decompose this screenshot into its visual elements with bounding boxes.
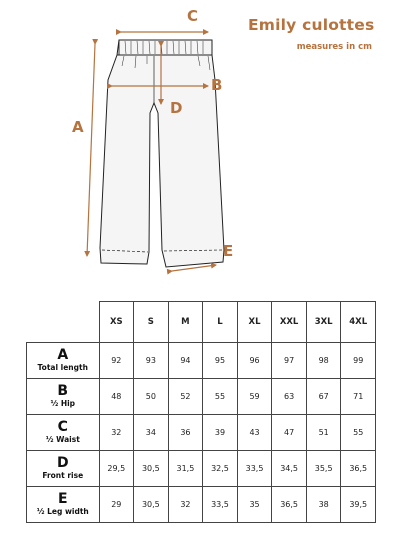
culottes-outline [100, 40, 224, 267]
dimension-label-c: C [187, 7, 199, 25]
row-header-c [27, 415, 100, 451]
measures-unit-note: measures in cm [296, 42, 372, 52]
table-corner-cell [27, 302, 100, 343]
table-cell: 55 [203, 379, 238, 415]
row-header-a [27, 343, 100, 379]
size-header-xxl: XXL [272, 302, 307, 343]
size-header-3xl: 3XL [306, 302, 341, 343]
table-cell: 36 [168, 415, 203, 451]
table-cell: 51 [306, 415, 341, 451]
table-cell: 52 [168, 379, 203, 415]
table-cell: 93 [134, 343, 169, 379]
table-cell: 33,5 [203, 487, 238, 523]
row-letter: C [57, 419, 68, 435]
size-chart-table [26, 301, 376, 523]
table-cell: 50 [134, 379, 169, 415]
table-cell: 36,5 [341, 451, 376, 487]
table-cell: 32,5 [203, 451, 238, 487]
table-cell: 97 [272, 343, 307, 379]
row-letter: D [56, 455, 69, 471]
table-cell: 96 [237, 343, 272, 379]
table-cell: 59 [237, 379, 272, 415]
table-cell: 35 [237, 487, 272, 523]
table-cell: 67 [306, 379, 341, 415]
table-row-total-length [27, 343, 376, 379]
table-cell: 94 [168, 343, 203, 379]
row-letter: E [57, 491, 68, 507]
table-cell: 48 [99, 379, 134, 415]
row-label: ½ Leg width [36, 507, 89, 516]
size-header-m: M [168, 302, 203, 343]
table-cell: 98 [306, 343, 341, 379]
table-cell: 99 [341, 343, 376, 379]
row-label: ½ Waist [45, 435, 80, 444]
row-letter: B [57, 383, 69, 399]
table-cell: 36,5 [272, 487, 307, 523]
size-header-l: L [203, 302, 238, 343]
table-cell: 47 [272, 415, 307, 451]
table-cell: 30,5 [134, 487, 169, 523]
table-cell: 32 [168, 487, 203, 523]
table-cell: 32 [99, 415, 134, 451]
table-cell: 39 [203, 415, 238, 451]
table-cell: 30,5 [134, 451, 169, 487]
dimension-label-d: D [170, 99, 183, 117]
table-cell: 95 [203, 343, 238, 379]
size-header-s: S [134, 302, 169, 343]
row-header-e [27, 487, 100, 523]
row-label: Total length [37, 363, 88, 372]
table-cell: 34,5 [272, 451, 307, 487]
dimension-label-b: B [211, 76, 223, 94]
product-title: Emily culottes [248, 16, 375, 34]
size-header-xl: XL [237, 302, 272, 343]
table-cell: 39,5 [341, 487, 376, 523]
table-cell: 92 [99, 343, 134, 379]
table-cell: 29,5 [99, 451, 134, 487]
row-header-d [27, 451, 100, 487]
table-cell: 55 [341, 415, 376, 451]
dimension-label-e: E [223, 242, 234, 260]
row-label: Front rise [42, 471, 84, 480]
table-cell: 38 [306, 487, 341, 523]
table-cell: 35,5 [306, 451, 341, 487]
table-cell: 33,5 [237, 451, 272, 487]
table-cell: 29 [99, 487, 134, 523]
dimension-a-line [87, 44, 95, 256]
table-row-front-rise [27, 451, 376, 487]
table-cell: 43 [237, 415, 272, 451]
table-row-half-hip [27, 379, 376, 415]
size-header-xs: XS [99, 302, 134, 343]
row-header-b [27, 379, 100, 415]
size-header-4xl: 4XL [341, 302, 376, 343]
table-row-half-leg-width [27, 487, 376, 523]
row-label: ½ Hip [50, 399, 76, 408]
table-cell: 31,5 [168, 451, 203, 487]
table-cell: 34 [134, 415, 169, 451]
row-letter: A [57, 347, 69, 363]
table-cell: 63 [272, 379, 307, 415]
size-header-row [27, 302, 376, 343]
dimension-label-a: A [72, 118, 84, 136]
table-cell: 71 [341, 379, 376, 415]
table-row-half-waist [27, 415, 376, 451]
